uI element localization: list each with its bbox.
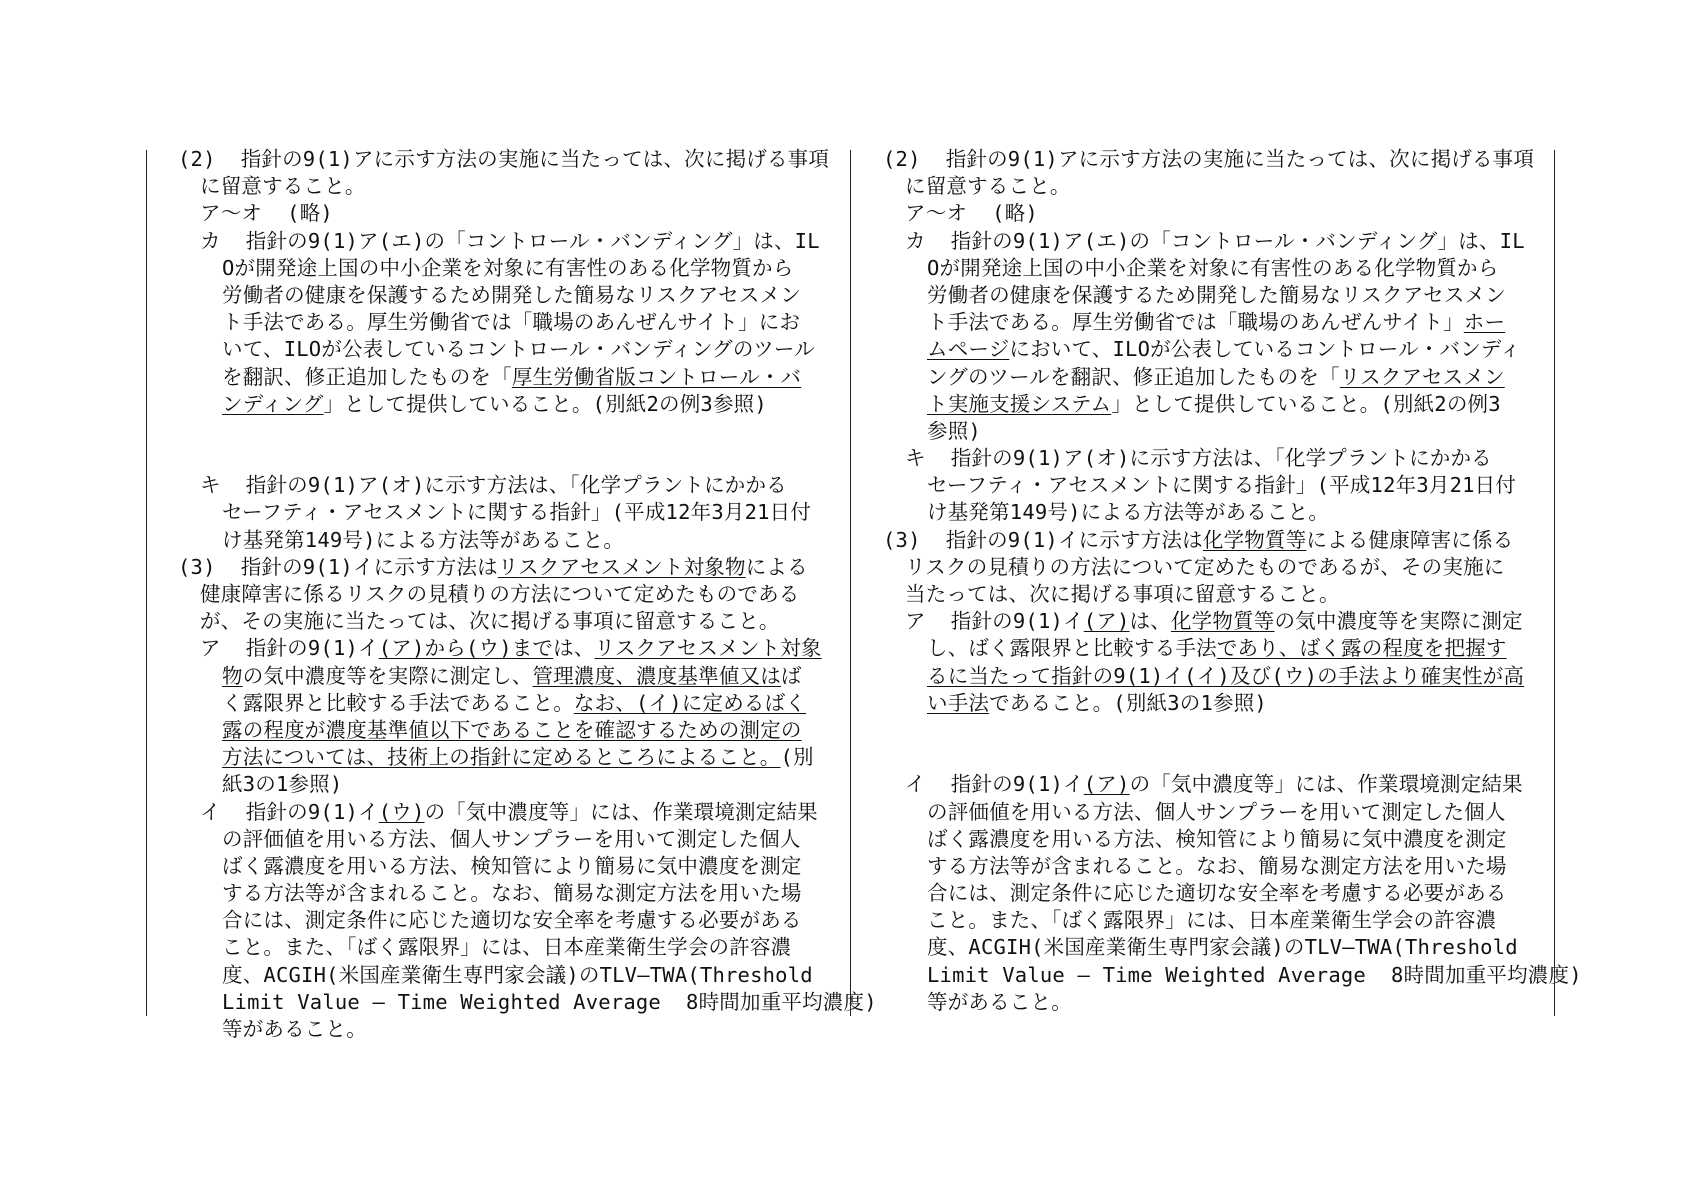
text-line: (2) 指針の9(1)アに示す方法の実施に当たっては、次に掲げる事項	[178, 147, 830, 171]
underlined-change: 方法については、技術上の指針に定めるところによること。	[222, 745, 781, 770]
underlined-change: リスクアセスメント対象物	[497, 554, 746, 579]
text-segment: 」として提供していること。(別紙2の例3	[1111, 391, 1501, 416]
text-line: する方法等が含まれること。なお、簡易な測定方法を用いた場	[927, 853, 1507, 878]
text-segment: を翻訳、修正追加したものを「	[222, 364, 512, 389]
text-line	[178, 391, 824, 418]
text-line: する方法等が含まれること。なお、簡易な測定方法を用いた場	[222, 881, 802, 906]
text-line: Oが開発途上国の中小企業を対象に有害性のある化学物質から	[927, 255, 1499, 280]
text-line: キ 指針の9(1)ア(オ)に示す方法は、「化学プラントにかかる	[905, 446, 1492, 471]
text-line: Oが開発途上国の中小企業を対象に有害性のある化学物質から	[222, 255, 794, 280]
text-line	[178, 663, 824, 690]
underlined-change: であり、ばく露の程度を把握す	[1216, 636, 1507, 661]
text-segment: (3) 指針の9(1)イに示す方法は	[883, 527, 1203, 552]
text-line	[883, 391, 1529, 418]
underlined-change: なお、(イ)に定めるばく	[573, 690, 806, 715]
text-line: セーフティ・アセスメントに関する指針」(平成12年3月21日付	[927, 473, 1517, 498]
text-line: 労働者の健康を保護するため開発した簡易なリスクアセスメン	[927, 282, 1506, 307]
text-segment: は、	[1129, 609, 1171, 634]
text-line	[883, 771, 1529, 798]
text-line	[883, 690, 1529, 717]
underlined-change: ト実施支援システム	[927, 391, 1112, 416]
column-rule-right	[1554, 150, 1555, 1016]
text-line	[883, 608, 1529, 635]
text-line: の評価値を用いる方法、個人サンプラーを用いて測定した個人	[222, 826, 801, 851]
text-line	[883, 364, 1529, 391]
spacer	[883, 717, 1529, 771]
text-line	[178, 799, 824, 826]
text-segment: く露限界と比較する手法であること。	[222, 690, 574, 715]
text-segment: ば	[780, 663, 802, 688]
text-line	[178, 364, 824, 391]
text-line: キ 指針の9(1)ア(オ)に示す方法は、「化学プラントにかかる	[200, 473, 787, 498]
text-line	[883, 635, 1529, 662]
text-line: 健康障害に係るリスクの見積りの方法について定めたものである	[200, 582, 800, 607]
text-line: ア～オ (略)	[200, 201, 333, 226]
text-segment: ングのツールを翻訳、修正追加したものを「	[927, 364, 1340, 389]
text-line: に留意すること。	[905, 174, 1071, 199]
text-segment: による健康障害に係る	[1306, 527, 1514, 552]
underlined-change: (ア)	[1083, 772, 1130, 797]
text-line: こと。また、「ばく露限界」には、日本産業衛生学会の許容濃	[222, 935, 792, 960]
text-line	[883, 309, 1529, 336]
text-line: 等があること。	[222, 1017, 367, 1042]
text-line: 合には、測定条件に応じた適切な安全率を考慮する必要がある	[222, 908, 802, 933]
text-line: カ 指針の9(1)ア(エ)の「コントロール・バンディング」は、IL	[905, 228, 1525, 253]
text-segment: し、ばく露限界と比較する手法	[927, 636, 1217, 661]
text-line: セーフティ・アセスメントに関する指針」(平成12年3月21日付	[222, 500, 812, 525]
text-line	[178, 554, 824, 581]
text-line: け基発第149号)による方法等があること。	[222, 527, 625, 552]
underlined-change: い手法	[927, 690, 990, 715]
underlined-change: (ア)	[1083, 609, 1130, 634]
text-line: 度、ACGIH(米国産業衛生専門家会議)のTLV―TWA(Threshold	[222, 962, 813, 987]
text-line	[178, 635, 824, 662]
revised-text-column	[178, 146, 877, 1043]
text-line: Limit Value ― Time Weighted Average 8時間加重平均濃度)	[927, 962, 1582, 987]
underlined-change: ムページ	[927, 337, 1010, 362]
text-line: ア～オ (略)	[905, 201, 1038, 226]
text-line: ばく露濃度を用いる方法、検知管により簡易に気中濃度を測定	[222, 853, 802, 878]
text-line: 参照)	[927, 418, 981, 443]
underlined-change: 化学物質等	[1170, 609, 1275, 634]
text-segment: において、ILOが公表しているコントロール・バンディ	[1009, 337, 1521, 362]
underlined-change: (ウ)	[378, 799, 425, 824]
text-segment: は、	[553, 636, 595, 661]
underlined-change: リスクアセスメン	[1339, 364, 1505, 389]
text-segment: (別	[780, 745, 814, 770]
text-line: ト手法である。厚生労働省では「職場のあんぜんサイト」にお	[222, 310, 801, 335]
text-segment: 」として提供していること。(別紙2の例3参照)	[323, 391, 767, 416]
text-line	[883, 336, 1529, 363]
text-segment: (3) 指針の9(1)イに示す方法は	[178, 554, 498, 579]
text-segment: ト手法である。厚生労働省では「職場のあんぜんサイト」	[927, 310, 1464, 335]
text-segment: ア 指針の9(1)イ	[905, 609, 1084, 634]
underlined-change: 化学物質等	[1202, 527, 1307, 552]
text-line	[883, 663, 1529, 690]
underlined-change: 物	[222, 663, 243, 688]
text-line: 紙3の1参照)	[222, 772, 343, 797]
underlined-change: (ア)から(ウ)まで	[378, 636, 554, 661]
text-line: (2) 指針の9(1)アに示す方法の実施に当たっては、次に掲げる事項	[883, 147, 1535, 171]
text-line: に留意すること。	[200, 174, 366, 199]
text-line: カ 指針の9(1)ア(エ)の「コントロール・バンディング」は、IL	[200, 228, 820, 253]
text-line	[178, 690, 824, 717]
text-segment: の気中濃度等を実際に測定し、	[242, 663, 533, 688]
underlined-change: 管理濃度、濃度基準値又は	[532, 663, 781, 688]
text-segment: イ 指針の9(1)イ	[200, 799, 379, 824]
text-line	[178, 744, 824, 771]
underlined-change: リスクアセスメント対象	[594, 636, 822, 661]
text-line	[883, 527, 1529, 554]
text-segment: による	[745, 554, 808, 579]
underlined-change: るに当たって指針の9(1)イ(イ)及び(ウ)の手法より確実性が高	[927, 663, 1525, 688]
text-line: け基発第149号)による方法等があること。	[927, 500, 1330, 525]
column-rule-left	[146, 150, 147, 1016]
text-segment: であること。(別紙3の1参照)	[989, 690, 1267, 715]
underlined-change: ホー	[1463, 310, 1506, 335]
text-line: こと。また、「ばく露限界」には、日本産業衛生学会の許容濃	[927, 908, 1497, 933]
text-line: リスクの見積りの方法について定めたものであるが、その実施に	[905, 554, 1505, 579]
text-line: 度、ACGIH(米国産業衛生専門家会議)のTLV―TWA(Threshold	[927, 935, 1518, 960]
underlined-change: 露の程度が濃度基準値以下であることを確認するための測定の	[222, 717, 802, 742]
text-line	[178, 717, 824, 744]
underlined-change: ンディング	[222, 391, 324, 416]
text-line: 当たっては、次に掲げる事項に留意すること。	[905, 582, 1340, 606]
column-rule-middle	[850, 150, 851, 1016]
text-segment: の気中濃度等を実際に測定	[1274, 609, 1523, 634]
current-text-column	[883, 146, 1582, 1016]
text-line: ばく露濃度を用いる方法、検知管により簡易に気中濃度を測定	[927, 826, 1507, 851]
text-segment: の「気中濃度等」には、作業環境測定結果	[1129, 772, 1523, 797]
text-line: 等があること。	[927, 989, 1072, 1014]
text-segment: イ 指針の9(1)イ	[905, 772, 1084, 797]
text-segment: の「気中濃度等」には、作業環境測定結果	[424, 799, 818, 824]
text-line: の評価値を用いる方法、個人サンプラーを用いて測定した個人	[927, 799, 1506, 824]
text-line: Limit Value ― Time Weighted Average 8時間加重平均濃度)	[222, 989, 877, 1014]
text-line: が、その実施に当たっては、次に掲げる事項に留意すること。	[200, 609, 780, 634]
text-line: いて、ILOが公表しているコントロール・バンディングのツール	[222, 337, 815, 362]
text-segment: ア 指針の9(1)イ	[200, 636, 379, 661]
underlined-change: 厚生労働省版コントロール・バ	[511, 364, 802, 389]
spacer	[178, 418, 824, 472]
text-line: 合には、測定条件に応じた適切な安全率を考慮する必要がある	[927, 881, 1507, 906]
text-line: 労働者の健康を保護するため開発した簡易なリスクアセスメン	[222, 282, 801, 307]
